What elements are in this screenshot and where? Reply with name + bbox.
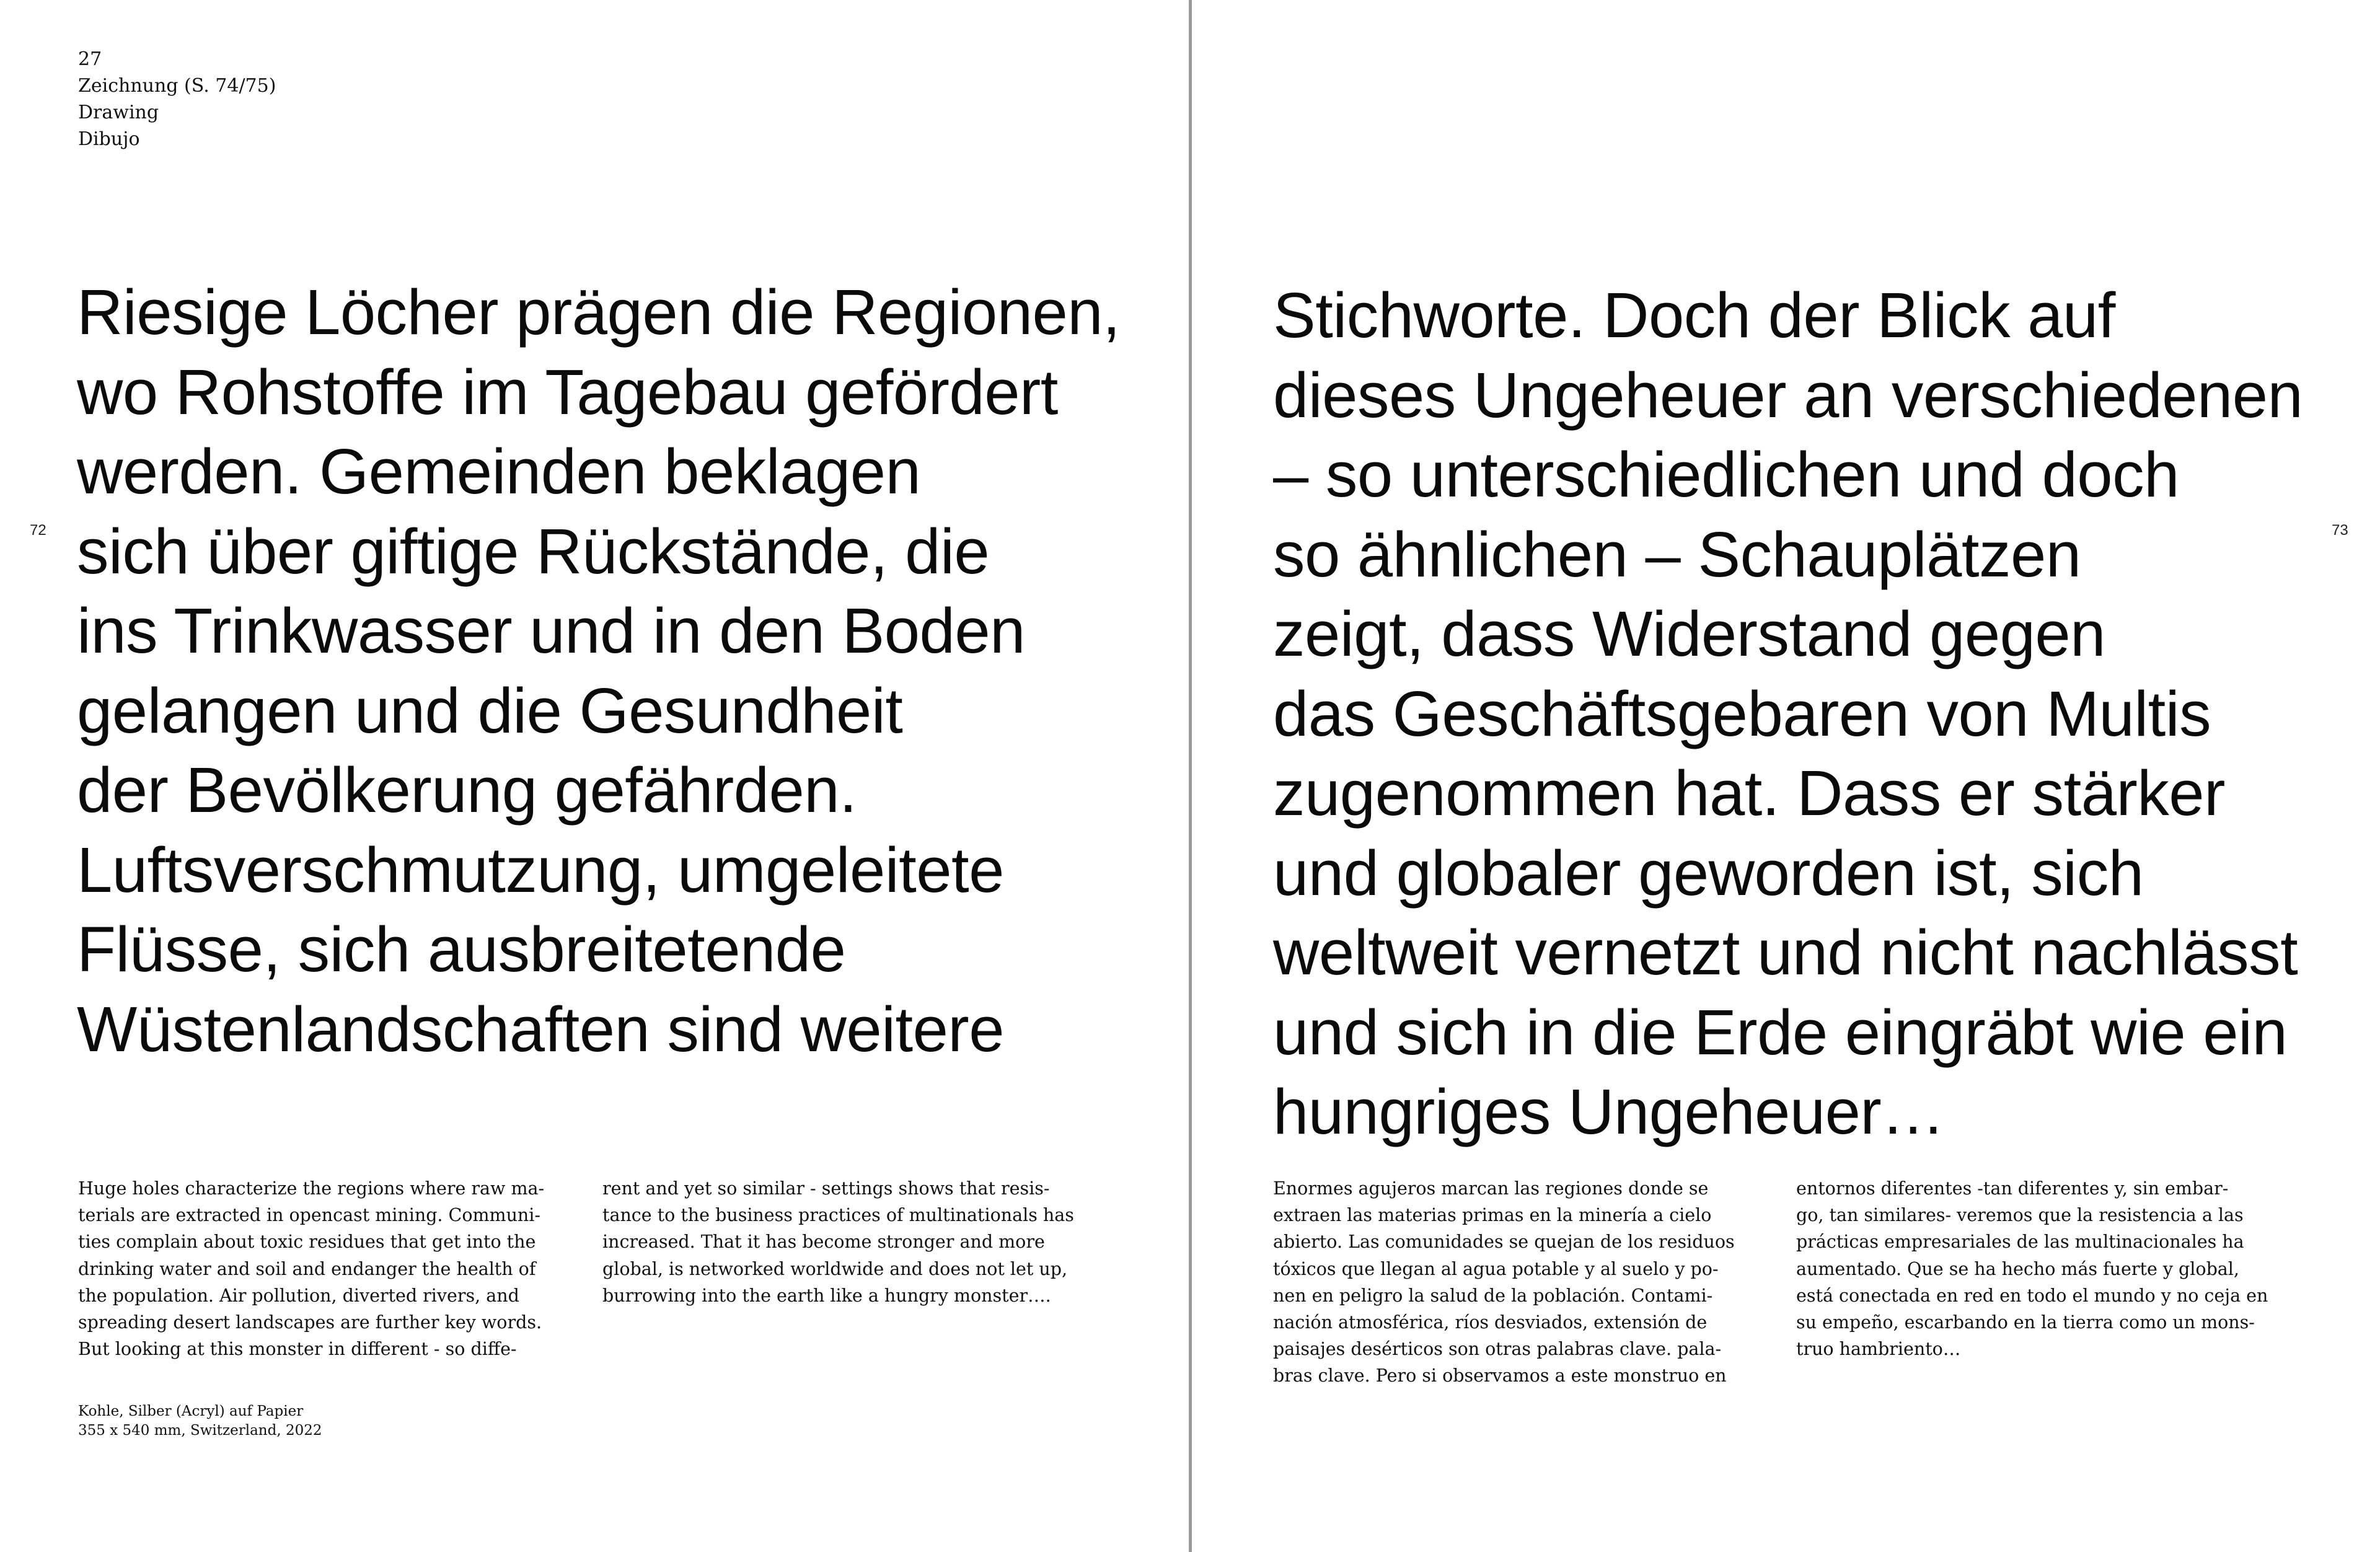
english-text-column-1 [78, 1175, 544, 1362]
caption-dimensions: 355 x 540 mm, Switzerland, 2022 [78, 1422, 322, 1439]
spanish-text-column-2 [1796, 1175, 2268, 1362]
display-line: hungriges Ungeheuer… [1273, 1076, 1945, 1147]
english-text-column-2 [602, 1175, 1074, 1309]
body-line: abierto. Las comunidades se quejan de los residuos [1273, 1232, 1735, 1253]
body-line: the population. Air pollution, diverted rivers, and [78, 1285, 519, 1306]
body-line: Huge holes characterize the regions where raw ma- [78, 1178, 545, 1199]
body-line: paisajes desérticos son otras palabras clave. pala- [1273, 1339, 1722, 1360]
artwork-meta [78, 46, 276, 152]
display-line: wo Rohstoffe im Tagebau gefördert [77, 356, 1058, 428]
body-line: nen en peligro la salud de la población. Contami- [1273, 1285, 1713, 1306]
body-line: spreading desert landscapes are further key words. [78, 1312, 542, 1333]
display-line: Luftsverschmutzung, umgeleitete [77, 834, 1004, 906]
body-line: nación atmosférica, ríos desviados, extensión de [1273, 1312, 1708, 1333]
display-line: weltweit vernetzt und nicht nachlässt [1273, 917, 2298, 988]
body-line: tance to the business practices of multinationals has [602, 1205, 1074, 1226]
artwork-number: 27 [78, 48, 102, 70]
display-line: sich über giftige Rückstände, die [77, 515, 990, 587]
display-line: so ähnlichen – Schauplätzen [1273, 518, 2081, 590]
body-line: burrowing into the earth like a hungry monster…. [602, 1285, 1051, 1306]
display-line: Flüsse, sich ausbreitetende [77, 914, 846, 985]
spanish-text-column-1 [1273, 1175, 1735, 1390]
display-line: dieses Ungeheuer an verschiedenen [1273, 359, 2303, 431]
display-line: zeigt, dass Widerstand gegen [1273, 598, 2105, 669]
body-line: global, is networked worldwide and does not let up, [602, 1258, 1068, 1279]
body-line: está conectada en red en todo el mundo y no ceja en [1796, 1285, 2268, 1306]
body-line: rent and yet so similar - settings shows that resis- [602, 1178, 1050, 1199]
caption-medium: Kohle, Silber (Acryl) auf Papier [78, 1403, 304, 1419]
body-line: aumentado. Que se ha hecho más fuerte y global, [1796, 1258, 2239, 1279]
display-line: und sich in die Erde eingräbt wie ein [1273, 996, 2288, 1068]
page-gutter-divider [1189, 0, 1192, 1552]
display-line: – so unterschiedlichen und doch [1273, 439, 2179, 510]
display-line: und globaler geworden ist, sich [1273, 837, 2144, 909]
body-line: su empeño, escarbando en la tierra como un mons- [1796, 1312, 2255, 1333]
body-line: increased. That it has become stronger and more [602, 1232, 1045, 1253]
display-line: Stichworte. Doch der Blick auf [1273, 280, 2115, 351]
display-line: der Bevölkerung gefährden. [77, 754, 857, 826]
page-number-left: 72 [30, 522, 46, 539]
body-line: Enormes agujeros marcan las regiones donde se [1273, 1178, 1709, 1199]
display-line: zugenommen hat. Dass er stärker [1273, 757, 2225, 829]
display-line: Riesige Löcher prägen die Regionen, [77, 276, 1121, 348]
body-line: But looking at this monster in different - so diffe- [78, 1339, 517, 1360]
body-line: go, tan similares- veremos que la resistencia a las [1796, 1205, 2244, 1226]
body-line: entornos diferentes -tan diferentes y, sin embar- [1796, 1178, 2229, 1199]
body-line: bras clave. Pero si observamos a este monstruo en [1273, 1365, 1727, 1387]
artwork-title-de: Zeichnung (S. 74/75) [78, 75, 276, 97]
display-line: ins Trinkwasser und in den Boden [77, 595, 1025, 666]
page-number-right: 73 [2332, 522, 2348, 539]
body-line: terials are extracted in opencast mining. Communi- [78, 1205, 541, 1226]
body-line: extraen las materias primas en la minería a cielo [1273, 1205, 1712, 1226]
display-line: Wüstenlandschaften sind weitere [77, 993, 1005, 1065]
artwork-caption [78, 1402, 322, 1440]
display-line: gelangen und die Gesundheit [77, 674, 903, 746]
body-line: ties complain about toxic residues that get into the [78, 1232, 536, 1253]
artwork-title-es: Dibujo [78, 128, 140, 150]
display-line: werden. Gemeinden beklagen [77, 436, 921, 507]
body-line: prácticas empresariales de las multinacionales ha [1796, 1232, 2244, 1253]
body-line: tóxicos que llegan al agua potable y al suelo y po- [1273, 1258, 1719, 1279]
german-display-text-right [1273, 276, 2303, 1152]
body-line: truo hambriento… [1796, 1339, 1961, 1360]
display-line: das Geschäftsgebaren von Multis [1273, 677, 2211, 749]
german-display-text-left [77, 273, 1120, 1069]
artwork-title-en: Drawing [78, 102, 159, 123]
body-line: drinking water and soil and endanger the health of [78, 1258, 536, 1279]
